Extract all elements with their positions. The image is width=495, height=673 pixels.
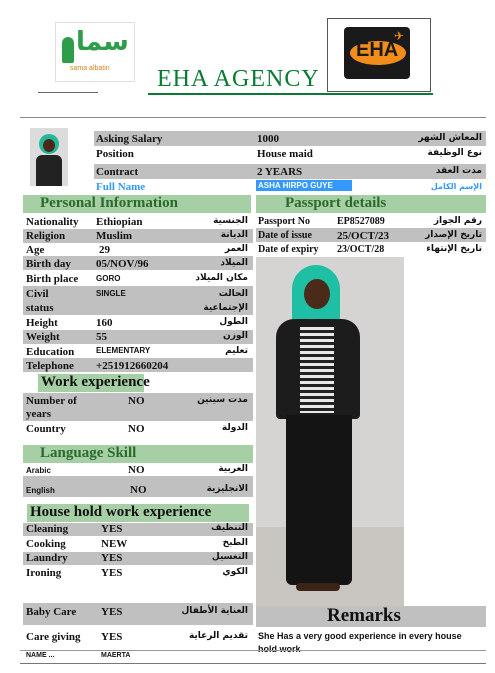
position-value: House maid bbox=[257, 148, 313, 160]
height-label: Height bbox=[26, 317, 58, 329]
full-name-value: ASHA HIRPO GUYE bbox=[258, 181, 333, 190]
eha-logo-badge bbox=[344, 27, 410, 79]
position-label-ar: نوع الوظيفة bbox=[427, 148, 482, 158]
page-rule bbox=[20, 117, 486, 118]
age-label: Age bbox=[26, 244, 45, 256]
weight-label-ar: الوزن bbox=[223, 331, 248, 341]
sama-logo-mark bbox=[62, 37, 74, 63]
sama-logo-sub: sama albatin bbox=[70, 65, 110, 72]
birthday-value: 05/NOV/96 bbox=[96, 258, 149, 270]
passport-no-label: Passport No bbox=[258, 216, 310, 227]
ironing-label-ar: الكوي bbox=[222, 567, 248, 577]
height-value: 160 bbox=[96, 317, 113, 329]
years-label-ar: مدت سينين bbox=[197, 395, 248, 405]
cleaning-label-ar: التنظيف bbox=[211, 523, 248, 533]
nationality-label: Nationality bbox=[26, 216, 79, 228]
sama-logo-text: سما bbox=[76, 27, 129, 57]
religion-value: Muslim bbox=[96, 230, 133, 242]
sama-logo bbox=[55, 22, 135, 82]
cooking-label: Cooking bbox=[26, 538, 66, 550]
laundry-value: YES bbox=[101, 552, 123, 564]
country-value: NO bbox=[128, 423, 145, 435]
salary-label-ar: المعاش الشهر bbox=[418, 133, 482, 143]
eha-logo-text: EHA bbox=[356, 39, 399, 61]
years-label: Number of years bbox=[26, 395, 77, 420]
full-body-photo bbox=[256, 257, 404, 606]
header-rule bbox=[38, 92, 98, 93]
language-heading: Language Skill bbox=[40, 445, 137, 461]
care-giving-label: Care giving bbox=[26, 631, 81, 643]
ironing-value: YES bbox=[101, 567, 123, 579]
english-label-ar: الانجليزية bbox=[206, 484, 248, 494]
arabic-label-ar: العربية bbox=[218, 464, 248, 474]
cleaning-value: YES bbox=[101, 523, 123, 535]
nationality-label-ar: الجنسية bbox=[213, 216, 248, 226]
salary-label: Asking Salary bbox=[96, 133, 163, 145]
full-name-label: Full Name bbox=[96, 181, 146, 193]
expiry-date-value: 23/OCT/28 bbox=[337, 244, 385, 255]
birthplace-label: Birth place bbox=[26, 273, 79, 285]
birthplace-value: GORO bbox=[96, 274, 121, 283]
arabic-value: NO bbox=[128, 464, 145, 476]
age-label-ar: العمر bbox=[224, 244, 248, 254]
cooking-value: NEW bbox=[101, 538, 128, 550]
thumbnail-body bbox=[36, 155, 62, 186]
country-label-ar: الدولة bbox=[221, 423, 248, 433]
passport-no-label-ar: رقم الجواز bbox=[433, 216, 482, 226]
remarks-heading: Remarks bbox=[327, 605, 401, 626]
issue-date-label: Date of issue bbox=[258, 230, 312, 241]
footer-rule-bottom bbox=[20, 663, 486, 664]
household-heading: House hold work experience bbox=[30, 504, 212, 520]
nationality-value: Ethiopian bbox=[96, 216, 143, 228]
photo-shirt-stripes bbox=[300, 327, 334, 413]
care-giving-label-ar: تقديم الرعاية bbox=[188, 631, 248, 641]
photo-skirt bbox=[286, 415, 352, 585]
full-name-label-ar: الإسم الكامل bbox=[430, 182, 482, 191]
english-value: NO bbox=[130, 484, 147, 496]
height-label-ar: الطول bbox=[219, 317, 248, 327]
position-label: Position bbox=[96, 148, 134, 160]
passport-no-value: EP8527089 bbox=[337, 216, 385, 227]
remarks-text: She Has a very good experience in every house hold work bbox=[258, 631, 462, 654]
education-label: Education bbox=[26, 346, 75, 358]
photo-face bbox=[304, 279, 330, 309]
baby-care-value: YES bbox=[101, 606, 123, 618]
religion-label-ar: الديانة bbox=[220, 230, 248, 240]
footer-name-label: NAME ... bbox=[26, 652, 55, 659]
expiry-date-label-ar: تاريخ الإنتهاء bbox=[426, 244, 482, 254]
birthday-label-ar: الميلاد bbox=[220, 258, 248, 268]
footer-rule-top bbox=[20, 650, 486, 651]
years-value: NO bbox=[128, 395, 145, 407]
civil-status-label-ar: الحالت الإجتماعية bbox=[203, 289, 248, 313]
english-label: English bbox=[26, 486, 55, 495]
passport-heading: Passport details bbox=[285, 195, 387, 211]
plane-icon: ✈ bbox=[394, 29, 405, 43]
laundry-label: Laundry bbox=[26, 552, 68, 564]
issue-date-label-ar: تاريخ الإصدار bbox=[425, 230, 482, 240]
contract-value: 2 YEARS bbox=[257, 166, 303, 178]
issue-date-value: 25/OCT/23 bbox=[337, 230, 389, 242]
agency-underline bbox=[148, 93, 433, 95]
weight-value: 55 bbox=[96, 331, 107, 343]
telephone-label: Telephone bbox=[26, 360, 74, 372]
footer-name-value: MAERTA bbox=[101, 652, 131, 659]
photo-feet bbox=[296, 583, 340, 591]
care-giving-value: YES bbox=[101, 631, 123, 643]
birthplace-label-ar: مكان الميلاد bbox=[195, 273, 248, 283]
expiry-date-label: Date of expiry bbox=[258, 244, 319, 255]
personal-heading: Personal Information bbox=[40, 195, 178, 211]
telephone-value: +251912660204 bbox=[96, 360, 169, 372]
country-label: Country bbox=[26, 423, 66, 435]
civil-status-value: SINGLE bbox=[96, 289, 126, 298]
eha-logo bbox=[327, 18, 431, 92]
baby-care-label: Baby Care bbox=[26, 606, 77, 618]
education-label-ar: تعليم bbox=[225, 346, 248, 356]
contract-label: Contract bbox=[96, 166, 139, 178]
agency-name: EHA AGENCY bbox=[157, 66, 320, 92]
contract-label-ar: مدت العقد bbox=[435, 166, 482, 176]
weight-label: Weight bbox=[26, 331, 60, 343]
education-value: ELEMENTARY bbox=[96, 346, 151, 355]
cleaning-label: Cleaning bbox=[26, 523, 69, 535]
age-value: 29 bbox=[99, 244, 110, 256]
religion-label: Religion bbox=[26, 230, 66, 242]
laundry-label-ar: التغسيل bbox=[211, 552, 248, 562]
birthday-label: Birth day bbox=[26, 258, 71, 270]
salary-value: 1000 bbox=[257, 133, 279, 145]
thumbnail-face bbox=[43, 139, 55, 152]
baby-care-label-ar: العناية الأطفال bbox=[181, 606, 248, 616]
civil-status-label: Civil status bbox=[26, 288, 54, 314]
cooking-label-ar: الطبخ bbox=[222, 538, 248, 548]
arabic-label: Arabic bbox=[26, 466, 51, 475]
work-heading: Work experience bbox=[41, 374, 150, 390]
thumbnail-photo bbox=[30, 128, 68, 186]
ironing-label: Ironing bbox=[26, 567, 62, 579]
